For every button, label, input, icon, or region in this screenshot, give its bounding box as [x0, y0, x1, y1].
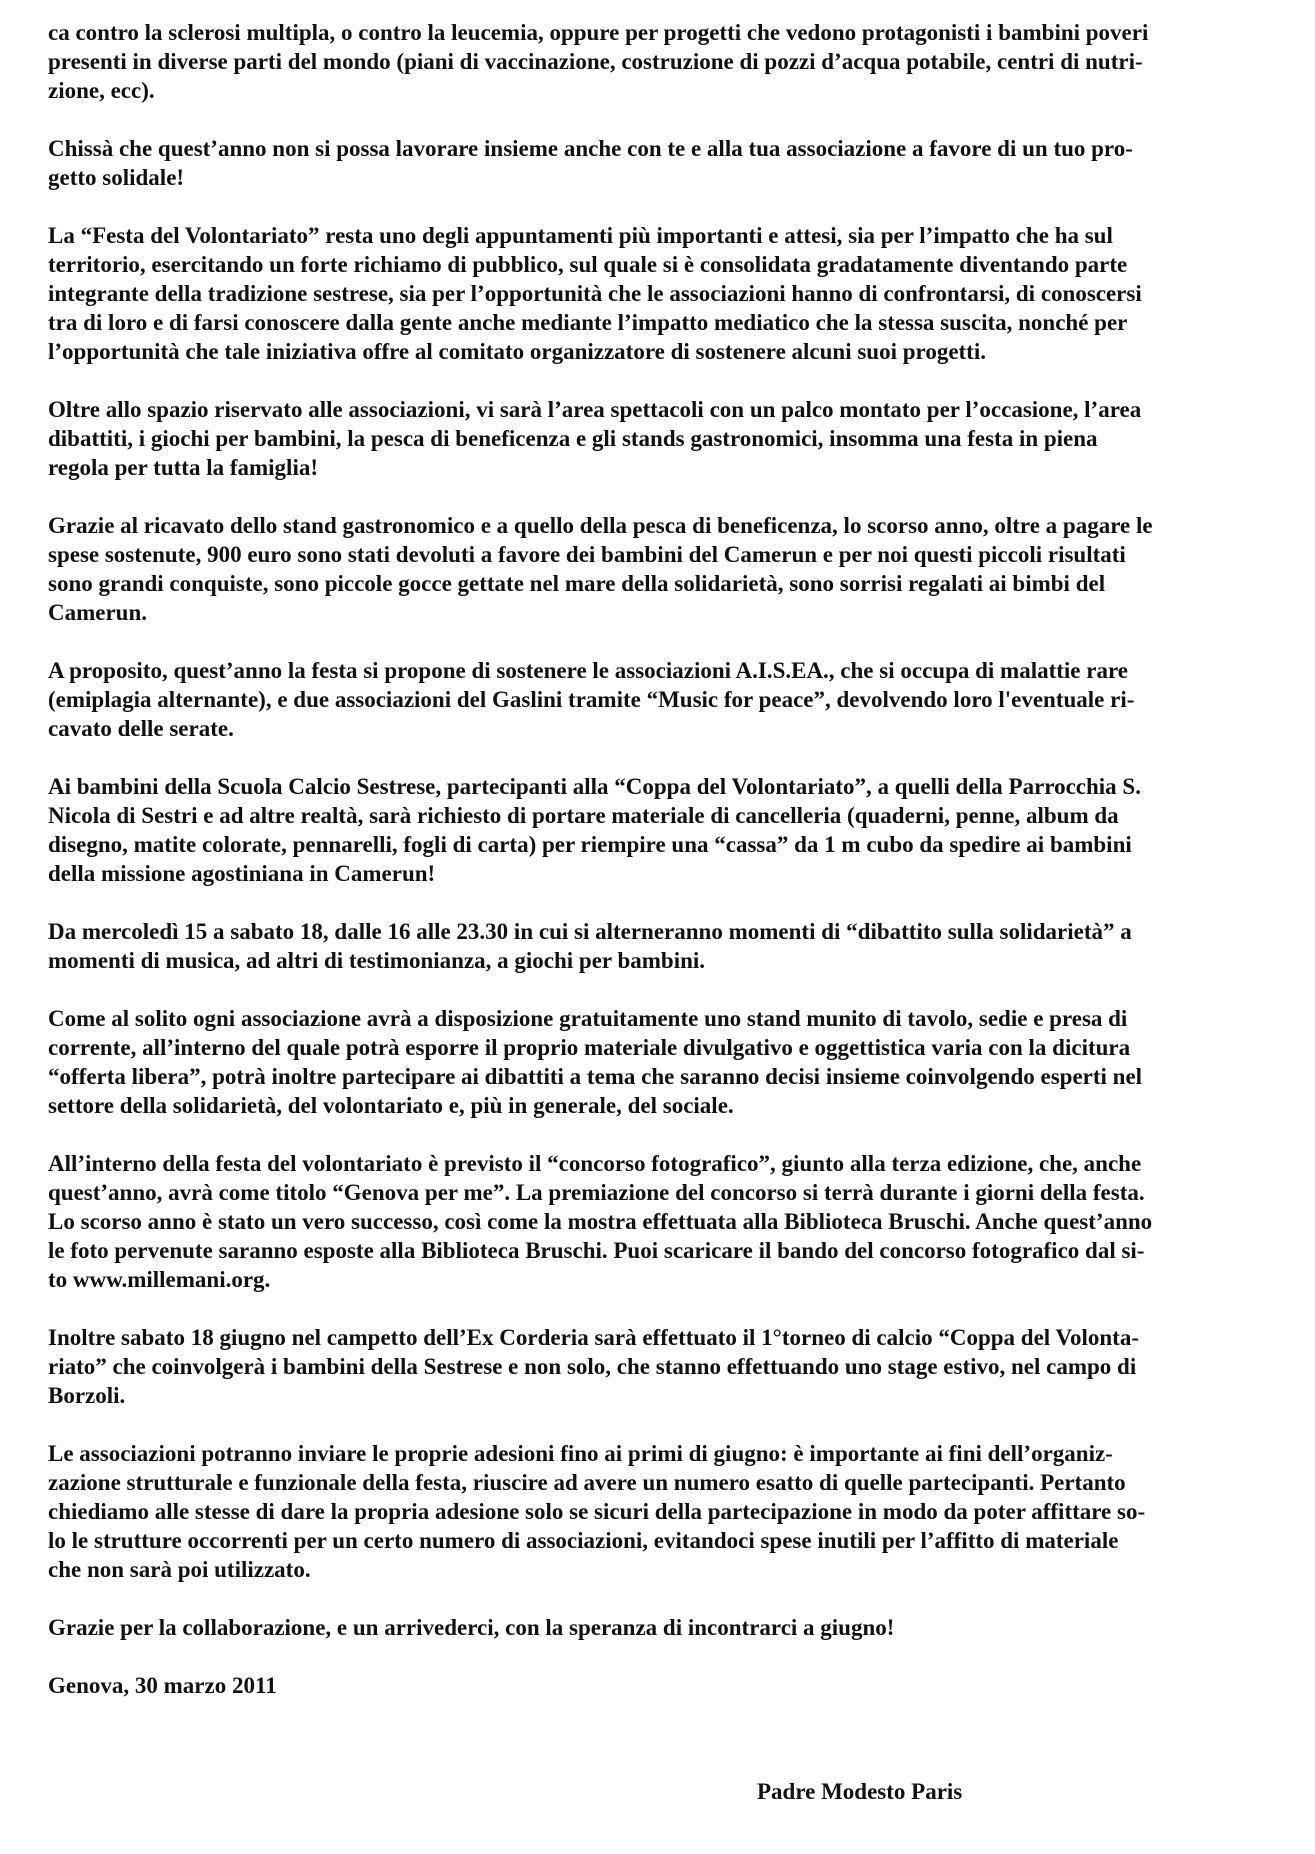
- text-line: to www.millemani.org.: [48, 1267, 271, 1292]
- text-line: Lo scorso anno è stato un vero successo, così come la mostra effettuata alla Biblioteca Bruschi. Anche quest’anno: [48, 1209, 1153, 1234]
- text-line: Grazie al ricavato dello stand gastronomico e a quello della pesca di beneficenza, lo scorso anno, oltre a pagare le: [48, 513, 1153, 538]
- text-line: Borzoli.: [48, 1383, 126, 1408]
- text-line: che non sarà poi utilizzato.: [48, 1557, 311, 1582]
- text-line: Camerun.: [48, 600, 148, 625]
- text-line: riato” che coinvolgerà i bambini della Sestrese e non solo, che stanno effettuando uno stage estivo, nel campo di: [48, 1354, 1137, 1379]
- text-line: disegno, matite colorate, pennarelli, fogli di carta) per riempire una “cassa” da 1 m cubo da spedire ai bambini: [48, 832, 1132, 857]
- text-line: spese sostenute, 900 euro sono stati devoluti a favore dei bambini del Camerun e per noi questi piccoli risultati: [48, 542, 1126, 567]
- text-line: corrente, all’interno del quale potrà esporre il proprio materiale divulgativo e oggettistica varia con la dicitura: [48, 1035, 1131, 1060]
- paragraph: [48, 1323, 1295, 1410]
- text-line: l’opportunità che tale iniziativa offre al comitato organizzatore di sostenere alcuni suoi progetti.: [48, 339, 986, 364]
- text-line: Chissà che quest’anno non si possa lavorare insieme anche con te e alla tua associazione a favore di un tuo pro-: [48, 136, 1133, 161]
- text-line: lo le strutture occorrenti per un certo numero di associazioni, evitandoci spese inutili per l’affitto di materiale: [48, 1528, 1119, 1553]
- text-line: Come al solito ogni associazione avrà a disposizione gratuitamente uno stand munito di tavolo, sedie e presa di: [48, 1006, 1128, 1031]
- text-line: All’interno della festa del volontariato è previsto il “concorso fotografico”, giunto alla terza edizione, che, anche: [48, 1151, 1142, 1176]
- text-line: Oltre allo spazio riservato alle associazioni, vi sarà l’area spettacoli con un palco montato per l’occasione, l’area: [48, 397, 1142, 422]
- text-line: Inoltre sabato 18 giugno nel campetto dell’Ex Corderia sarà effettuato il 1°torneo di calcio “Coppa del Volonta-: [48, 1325, 1139, 1350]
- text-line: momenti di musica, ad altri di testimonianza, a giochi per bambini.: [48, 948, 706, 973]
- text-line: dibattiti, i giochi per bambini, la pesca di beneficenza e gli stands gastronomici, insomma una festa in piena: [48, 426, 1098, 451]
- text-line: settore della solidarietà, del volontariato e, più in generale, del sociale.: [48, 1093, 734, 1118]
- paragraph: [48, 395, 1295, 482]
- text-line: quest’anno, avrà come titolo “Genova per me”. La premiazione del concorso si terrà durante i giorni della festa.: [48, 1180, 1145, 1205]
- text-line: chiediamo alle stesse di dare la propria adesione solo se sicuri della partecipazione in modo da poter affittare so-: [48, 1499, 1146, 1524]
- paragraph: [48, 221, 1295, 366]
- paragraph: [48, 1613, 1295, 1642]
- text-line: integrante della tradizione sestrese, sia per l’opportunità che le associazioni hanno di confrontarsi, di conoscersi: [48, 281, 1142, 306]
- text-line: getto solidale!: [48, 165, 185, 190]
- letter-body: [48, 18, 1295, 1642]
- paragraph: [48, 1149, 1295, 1294]
- text-line: sono grandi conquiste, sono piccole gocce gettate nel mare della solidarietà, sono sorrisi regalati ai bimbi del: [48, 571, 1106, 596]
- text-line: (emiplagia alternante), e due associazioni del Gaslini tramite “Music for peace”, devolvendo loro l'eventuale ri-: [48, 687, 1135, 712]
- text-line: La “Festa del Volontariato” resta uno degli appuntamenti più importanti e attesi, sia per l’impatto che ha sul: [48, 223, 1113, 248]
- text-line: “offerta libera”, potrà inoltre partecipare ai dibattiti a tema che saranno decisi insieme coinvolgendo esperti nel: [48, 1064, 1143, 1089]
- paragraph: [48, 18, 1295, 105]
- text-line: le foto pervenute saranno esposte alla Biblioteca Bruschi. Puoi scaricare il bando del concorso fotografico dal si-: [48, 1238, 1145, 1263]
- paragraph: [48, 511, 1295, 627]
- text-line: ca contro la sclerosi multipla, o contro la leucemia, oppure per progetti che vedono protagonisti i bambini poveri: [48, 20, 1149, 45]
- paragraph: [48, 656, 1295, 743]
- text-line: regola per tutta la famiglia!: [48, 455, 318, 480]
- text-line: presenti in diverse parti del mondo (piani di vaccinazione, costruzione di pozzi d’acqua potabile, centri di nutri-: [48, 49, 1143, 74]
- text-line: della missione agostiniana in Camerun!: [48, 861, 436, 886]
- paragraph: [48, 1004, 1295, 1120]
- paragraph: [48, 772, 1295, 888]
- text-line: Grazie per la collaborazione, e un arrivederci, con la speranza di incontrarci a giugno!: [48, 1615, 895, 1640]
- text-line: Nicola di Sestri e ad altre realtà, sarà richiesto di portare materiale di cancelleria (quaderni, penne, album da: [48, 803, 1119, 828]
- paragraph: [48, 1439, 1295, 1584]
- date-line: Genova, 30 marzo 2011: [48, 1673, 277, 1698]
- text-line: tra di loro e di farsi conoscere dalla gente anche mediante l’impatto mediatico che la stessa suscita, nonché per: [48, 310, 1128, 335]
- text-line: zione, ecc).: [48, 78, 155, 103]
- paragraph: [48, 134, 1295, 192]
- paragraph: [48, 917, 1295, 975]
- text-line: zazione strutturale e funzionale della festa, riuscire ad avere un numero esatto di quelle partecipanti. Pertanto: [48, 1470, 1126, 1495]
- signature: Padre Modesto Paris: [757, 1779, 963, 1804]
- text-line: Ai bambini della Scuola Calcio Sestrese, partecipanti alla “Coppa del Volontariato”, a quelli della Parrocchia S.: [48, 774, 1141, 799]
- text-line: territorio, esercitando un forte richiamo di pubblico, sul quale si è consolidata gradatamente diventando parte: [48, 252, 1128, 277]
- text-line: Da mercoledì 15 a sabato 18, dalle 16 alle 23.30 in cui si alterneranno momenti di “dibattito sulla solidarietà” a: [48, 919, 1132, 944]
- text-line: cavato delle serate.: [48, 716, 234, 741]
- text-line: A proposito, quest’anno la festa si propone di sostenere le associazioni A.I.S.EA., che si occupa di malattie rare: [48, 658, 1128, 683]
- text-line: Le associazioni potranno inviare le proprie adesioni fino ai primi di giugno: è importante ai fini dell’organiz-: [48, 1441, 1113, 1466]
